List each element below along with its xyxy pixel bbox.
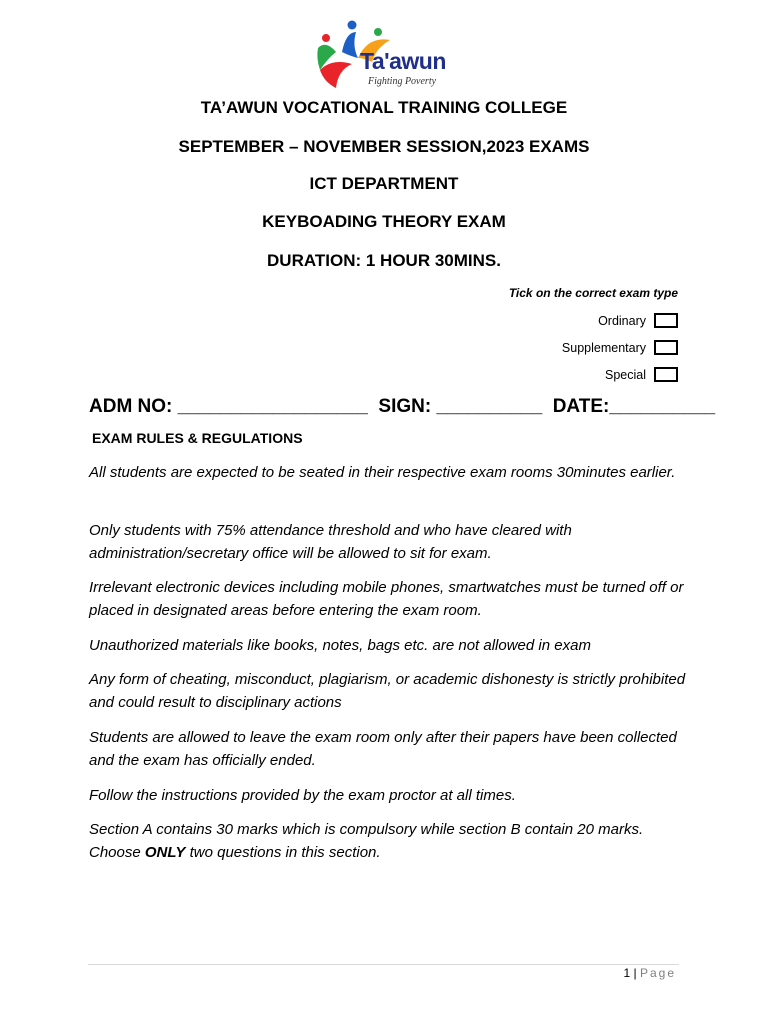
rule-item: Any form of cheating, misconduct, plagiarism, or academic dishonesty is strictly prohibited and could result to disciplinary actions (89, 671, 686, 711)
exam-type-special[interactable] (605, 367, 678, 382)
college-logo (312, 18, 452, 94)
rule-item-sections (89, 818, 689, 864)
exam-session: SEPTEMBER – NOVEMBER SESSION,2023 EXAMS (178, 137, 590, 156)
rule-item: Irrelevant electronic devices including mobile phones, smartwatches must be turned off or placed in designated areas before entering the exam room. (89, 579, 684, 619)
college-title: TA’AWUN VOCATIONAL TRAINING COLLEGE (200, 98, 568, 117)
rule-item: Unauthorized materials like books, notes, bags etc. are not allowed in exam (89, 637, 591, 654)
footer-divider (88, 964, 679, 965)
rule-emphasis: ONLY (144, 844, 186, 861)
rule-item: Students are allowed to leave the exam room only after their papers have been collected and the exam has officially ended. (89, 729, 677, 769)
page-separator: | (630, 966, 640, 980)
page-label: Page (639, 966, 676, 980)
rule-item: Only students with 75% attendance threshold and who have cleared with administration/secretary office will be allowed to sit for exam. (89, 522, 572, 562)
logo-tagline: Fighting Poverty (368, 76, 437, 87)
exam-type-ordinary[interactable] (598, 313, 678, 328)
candidate-fields: ADM NO: __________________ SIGN: __________ DATE:__________ (89, 396, 716, 417)
special-checkbox[interactable] (654, 367, 678, 382)
rules-heading: EXAM RULES & REGULATIONS (92, 430, 303, 446)
exam-type-prompt: Tick on the correct exam type (508, 286, 678, 300)
department: ICT DEPARTMENT (309, 174, 459, 193)
rule-text: two questions in this section. (185, 844, 381, 861)
supplementary-checkbox[interactable] (654, 340, 678, 355)
exam-type-label: Ordinary (598, 313, 646, 328)
rule-item: Follow the instructions provided by the exam proctor at all times. (89, 787, 516, 804)
rule-item: All students are expected to be seated in their respective exam rooms 30minutes earlier. (89, 464, 676, 481)
exam-duration: DURATION: 1 HOUR 30MINS. (267, 251, 501, 270)
page-number: 1 (623, 966, 631, 980)
logo-wordmark: Ta'awun (360, 48, 446, 74)
page-footer (623, 966, 676, 980)
exam-type-label: Special (605, 367, 646, 382)
rule-text: Section A contains 30 marks which is compulsory while section B contain 20 marks. Choose (89, 821, 644, 861)
ordinary-checkbox[interactable] (654, 313, 678, 328)
exam-title: KEYBOADING THEORY EXAM (262, 212, 506, 231)
exam-type-label: Supplementary (561, 340, 646, 355)
exam-type-supplementary[interactable] (562, 340, 678, 355)
